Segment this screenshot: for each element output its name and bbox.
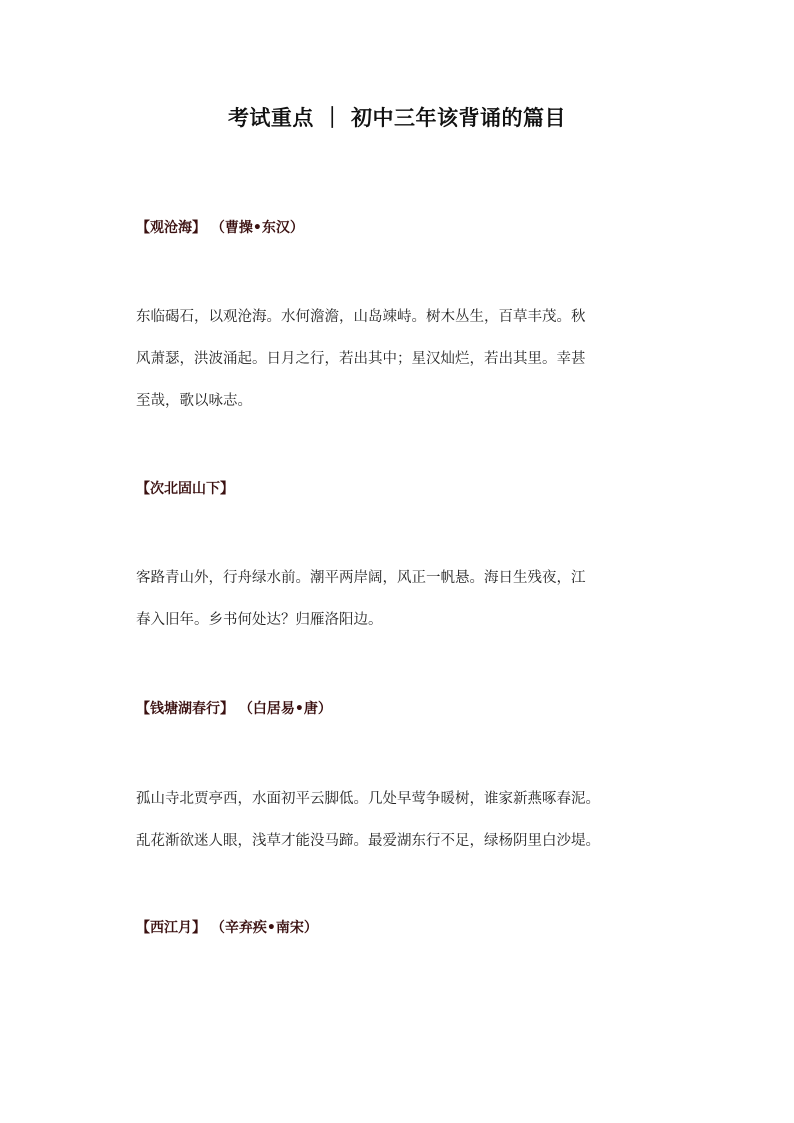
poem-author: （曹操•东汉） [210,220,304,236]
poem-body-qian-tang-hu-chun-xing [136,778,662,862]
poem-line: 孤山寺北贾亭西，水面初平云脚低。几处早莺争暖树，谁家新燕啄春泥。 [136,791,600,807]
poem-line: 春入旧年。乡书何处达？归雁洛阳边。 [136,612,383,628]
poem-body-ci-bei-gu-shan-xia [136,557,662,641]
poem-body-guan-cang-hai [136,296,662,422]
poem-author: （辛弃疾•南宋） [210,920,318,936]
page-title: 考试重点 ｜ 初中三年该背诵的篇目 [227,106,567,130]
poem-line: 风萧瑟，洪波涌起。日月之行，若出其中；星汉灿烂，若出其里。幸甚 [136,351,586,367]
poem-heading-guan-cang-hai [136,218,304,238]
poem-line: 东临碣石，以观沧海。水何澹澹，山岛竦峙。树木丛生，百草丰茂。秋 [136,309,586,325]
poem-author: （白居易•唐） [238,701,332,717]
poem-title: 【次北固山下】 [136,481,234,497]
poem-line: 乱花渐欲迷人眼，浅草才能没马蹄。最爱湖东行不足，绿杨阴里白沙堤。 [136,833,600,849]
poem-title: 【观沧海】 [136,220,206,236]
poem-heading-ci-bei-gu-shan-xia [136,479,234,499]
poem-heading-xi-jiang-yue [136,918,318,938]
poem-heading-qian-tang-hu-chun-xing [136,699,332,719]
poem-title: 【西江月】 [136,920,206,936]
poem-line: 客路青山外，行舟绿水前。潮平两岸阔，风正一帆悬。海日生残夜，江 [136,570,586,586]
poem-title: 【钱塘湖春行】 [136,701,234,717]
poem-line: 至哉，歌以咏志。 [136,393,252,409]
